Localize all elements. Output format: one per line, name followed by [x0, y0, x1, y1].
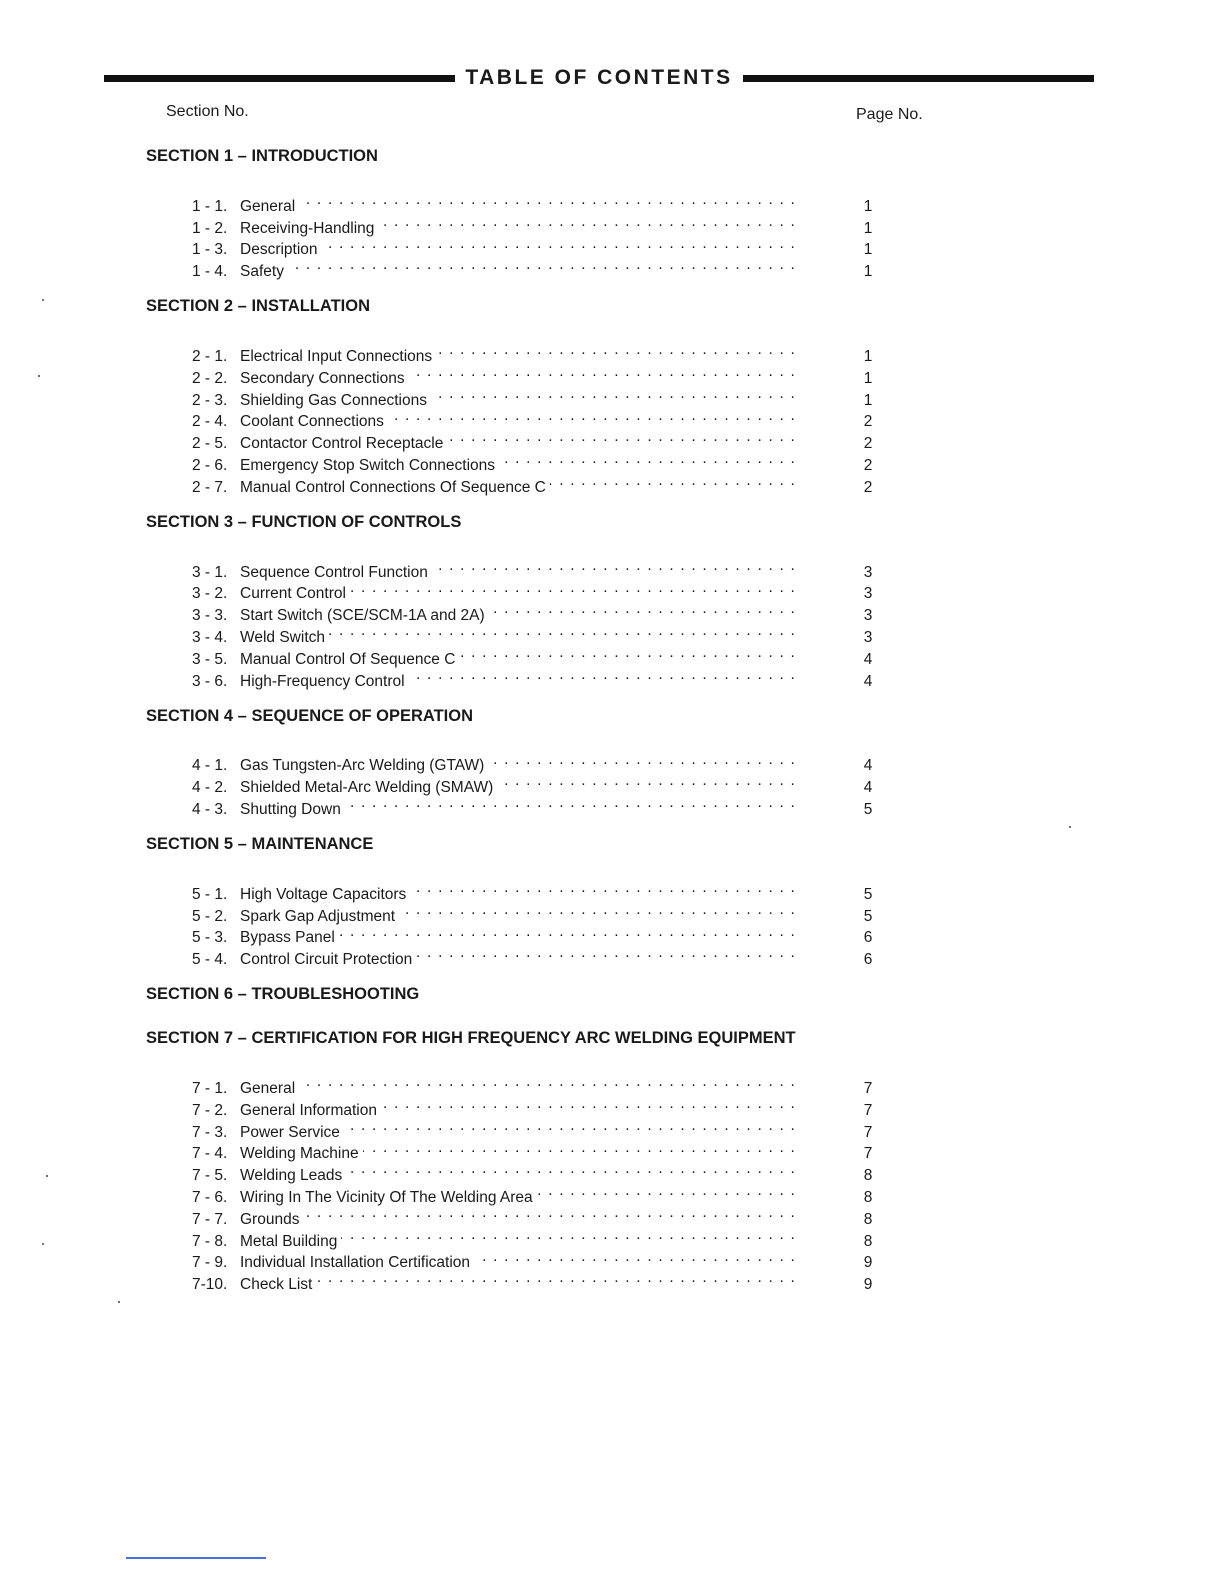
section-heading: SECTION 5 – MAINTENANCE: [146, 834, 374, 853]
entry-title: Safety: [240, 263, 284, 281]
entry-page-number: 6: [863, 929, 873, 947]
section-heading: SECTION 3 – FUNCTION OF CONTROLS: [146, 512, 462, 531]
section-entries: [146, 339, 906, 496]
dot-leader: [378, 211, 796, 233]
dot-leader: [474, 1246, 796, 1268]
entry-title: Welding Leads: [240, 1167, 343, 1185]
bottom-rule: [126, 1557, 266, 1559]
entry-page-number: 7: [863, 1079, 873, 1097]
entry-title: Welding Machine: [240, 1145, 359, 1163]
entry-page-number: 4: [863, 757, 873, 775]
entry-page-number: 7: [863, 1123, 873, 1141]
entry-number: 7 - 8.: [192, 1232, 228, 1250]
dot-leader: [316, 1267, 796, 1289]
toc-entry[interactable]: [146, 189, 898, 215]
entry-number: 7 - 2.: [192, 1101, 228, 1119]
dot-leader: [447, 426, 796, 448]
toc-entry[interactable]: [146, 339, 898, 365]
section-entries: [146, 1071, 906, 1294]
dot-leader: [299, 1071, 796, 1093]
entry-number: 5 - 3.: [192, 929, 228, 947]
dot-leader: [436, 339, 796, 361]
entry-number: 1 - 1.: [192, 197, 228, 215]
section-heading: SECTION 2 – INSTALLATION: [146, 297, 370, 316]
section-entries: [146, 877, 906, 969]
entry-number: 5 - 1.: [192, 885, 228, 903]
entry-page-number: 4: [863, 779, 873, 797]
entry-page-number: 7: [863, 1101, 873, 1119]
scan-speck: [46, 1175, 48, 1177]
entry-number: 4 - 1.: [192, 757, 228, 775]
entry-number: 2 - 7.: [192, 478, 228, 496]
entry-page-number: 9: [863, 1254, 873, 1272]
entry-page-number: 4: [863, 650, 873, 668]
entry-page-number: 7: [863, 1145, 873, 1163]
entry-page-number: 1: [863, 219, 873, 237]
entry-title: Bypass Panel: [240, 929, 335, 947]
section-heading: SECTION 1 – INTRODUCTION: [146, 147, 378, 165]
section-heading: SECTION 6 – TROUBLESHOOTING: [146, 985, 420, 1004]
toc-entry[interactable]: [146, 555, 898, 581]
entry-title: Shielded Metal-Arc Welding (SMAW): [240, 779, 494, 797]
entry-number: 2 - 1.: [192, 347, 228, 365]
entry-title: General Information: [240, 1101, 377, 1119]
entry-number: 7 - 4.: [192, 1145, 228, 1163]
toc-entry[interactable]: [146, 877, 898, 903]
dot-leader: [350, 577, 796, 599]
entry-page-number: 1: [863, 369, 873, 387]
dot-leader: [346, 1158, 796, 1180]
entry-page-number: 1: [863, 347, 873, 365]
scan-speck: [42, 1243, 44, 1245]
dot-leader: [432, 555, 796, 577]
dot-leader: [322, 233, 796, 255]
entry-title: Current Control: [240, 585, 346, 603]
section-entries: [146, 555, 906, 690]
dot-leader: [339, 921, 796, 943]
dot-leader: [550, 470, 796, 492]
entry-page-number: 1: [863, 241, 873, 259]
entry-page-number: 5: [863, 907, 873, 925]
entry-title: Spark Gap Adjustment: [240, 907, 396, 925]
entry-title: Grounds: [240, 1210, 300, 1228]
entry-number: 2 - 5.: [192, 435, 228, 453]
entry-title: General: [240, 1079, 296, 1097]
entry-title: High Voltage Capacitors: [240, 885, 407, 903]
entry-page-number: 1: [863, 391, 873, 409]
entry-page-number: 8: [863, 1188, 873, 1206]
section-heading: SECTION 7 – CERTIFICATION FOR HIGH FREQUENCY ARC WELDING EQUIPMENT: [146, 1029, 796, 1048]
entry-number: 7 - 9.: [192, 1254, 228, 1272]
dot-leader: [497, 770, 796, 792]
title-rule-right: [743, 75, 1094, 82]
dot-leader: [459, 642, 796, 664]
entry-number: 2 - 6.: [192, 456, 228, 474]
entry-page-number: 3: [863, 628, 873, 646]
entry-number: 7 - 1.: [192, 1079, 228, 1097]
entry-title: Gas Tungsten-Arc Welding (GTAW): [240, 757, 485, 775]
title-row: [104, 64, 1094, 92]
dot-leader: [288, 254, 796, 276]
entry-number: 1 - 3.: [192, 241, 228, 259]
entry-title: Wiring In The Vicinity Of The Welding Area: [240, 1188, 533, 1206]
entry-number: 5 - 4.: [192, 951, 228, 969]
entry-page-number: 1: [863, 197, 873, 215]
dot-leader: [431, 383, 796, 405]
dot-leader: [344, 1115, 796, 1137]
entry-number: 7 - 3.: [192, 1123, 228, 1141]
entry-title: Description: [240, 241, 318, 259]
scan-speck: [118, 1301, 120, 1303]
entry-title: Shielding Gas Connections: [240, 391, 427, 409]
entry-page-number: 9: [863, 1276, 873, 1294]
entry-number: 1 - 4.: [192, 263, 228, 281]
entry-page-number: 3: [863, 607, 873, 625]
entry-number: 7 - 5.: [192, 1167, 228, 1185]
dot-leader: [409, 664, 796, 686]
entry-number: 3 - 3.: [192, 607, 228, 625]
dot-leader: [489, 598, 796, 620]
entry-title: Manual Control Of Sequence C: [240, 650, 456, 668]
entry-page-number: 5: [863, 885, 873, 903]
scan-speck: [38, 375, 40, 377]
dot-leader: [537, 1180, 796, 1202]
entry-number: 3 - 1.: [192, 563, 228, 581]
entry-title: Sequence Control Function: [240, 563, 428, 581]
entry-title: Contactor Control Receptacle: [240, 435, 444, 453]
entry-page-number: 8: [863, 1167, 873, 1185]
entry-title: Check List: [240, 1276, 313, 1294]
dot-leader: [488, 749, 796, 771]
dot-leader: [409, 361, 796, 383]
entry-page-number: 2: [863, 435, 873, 453]
dot-leader: [416, 942, 796, 964]
entry-page-number: 8: [863, 1232, 873, 1250]
entry-number: 7-10.: [192, 1276, 228, 1294]
entry-page-number: 8: [863, 1210, 873, 1228]
dot-leader: [329, 620, 796, 642]
dot-leader: [499, 448, 796, 470]
dot-leader: [299, 189, 796, 211]
dot-leader: [410, 877, 796, 899]
entry-number: 4 - 2.: [192, 779, 228, 797]
entry-title: Secondary Connections: [240, 369, 405, 387]
entry-page-number: 2: [863, 413, 873, 431]
dot-leader: [341, 1224, 796, 1246]
entry-page-number: 2: [863, 456, 873, 474]
entry-number: 2 - 4.: [192, 413, 228, 431]
entry-number: 3 - 6.: [192, 672, 228, 690]
page-title: TABLE OF CONTENTS: [465, 66, 733, 89]
entry-title: Coolant Connections: [240, 413, 384, 431]
section-heading: SECTION 4 – SEQUENCE OF OPERATION: [146, 706, 473, 725]
dot-leader: [381, 1093, 796, 1115]
entry-number: 3 - 5.: [192, 650, 228, 668]
entry-number: 4 - 3.: [192, 800, 228, 818]
entry-title: Control Circuit Protection: [240, 951, 413, 969]
toc-entry[interactable]: [146, 749, 898, 775]
table-of-contents: [146, 145, 906, 1308]
entry-page-number: 1: [863, 263, 873, 281]
dot-leader: [303, 1202, 796, 1224]
section-entries: [146, 189, 906, 281]
section-entries: [146, 749, 906, 818]
entry-title: High-Frequency Control: [240, 672, 405, 690]
entry-title: Electrical Input Connections: [240, 347, 433, 365]
dot-leader: [399, 899, 796, 921]
column-header-section: Section No.: [166, 103, 249, 120]
entry-title: General: [240, 197, 296, 215]
entry-title: Start Switch (SCE/SCM-1A and 2A): [240, 607, 485, 625]
entry-title: Receiving-Handling: [240, 219, 375, 237]
scan-speck: [42, 299, 44, 301]
dot-leader: [363, 1137, 796, 1159]
entry-number: 1 - 2.: [192, 219, 228, 237]
entry-title: Individual Installation Certification: [240, 1254, 471, 1272]
scan-speck: [1069, 826, 1071, 828]
entry-page-number: 6: [863, 951, 873, 969]
entry-number: 7 - 6.: [192, 1188, 228, 1206]
entry-number: 3 - 4.: [192, 628, 228, 646]
title-rule-left: [104, 75, 455, 82]
entry-page-number: 3: [863, 585, 873, 603]
entry-title: Weld Switch: [240, 628, 325, 646]
entry-number: 2 - 2.: [192, 369, 228, 387]
column-header-page: Page No.: [856, 106, 923, 123]
entry-number: 5 - 2.: [192, 907, 228, 925]
entry-title: Shutting Down: [240, 800, 341, 818]
entry-page-number: 2: [863, 478, 873, 496]
entry-page-number: 5: [863, 800, 873, 818]
entry-title: Power Service: [240, 1123, 340, 1141]
entry-number: 2 - 3.: [192, 391, 228, 409]
dot-leader: [345, 792, 796, 814]
entry-number: 7 - 7.: [192, 1210, 228, 1228]
dot-leader: [388, 405, 796, 427]
entry-number: 3 - 2.: [192, 585, 228, 603]
entry-title: Manual Control Connections Of Sequence C: [240, 478, 546, 496]
entry-page-number: 3: [863, 563, 873, 581]
entry-title: Metal Building: [240, 1232, 338, 1250]
entry-page-number: 4: [863, 672, 873, 690]
entry-title: Emergency Stop Switch Connections: [240, 456, 496, 474]
toc-entry[interactable]: [146, 1071, 898, 1097]
